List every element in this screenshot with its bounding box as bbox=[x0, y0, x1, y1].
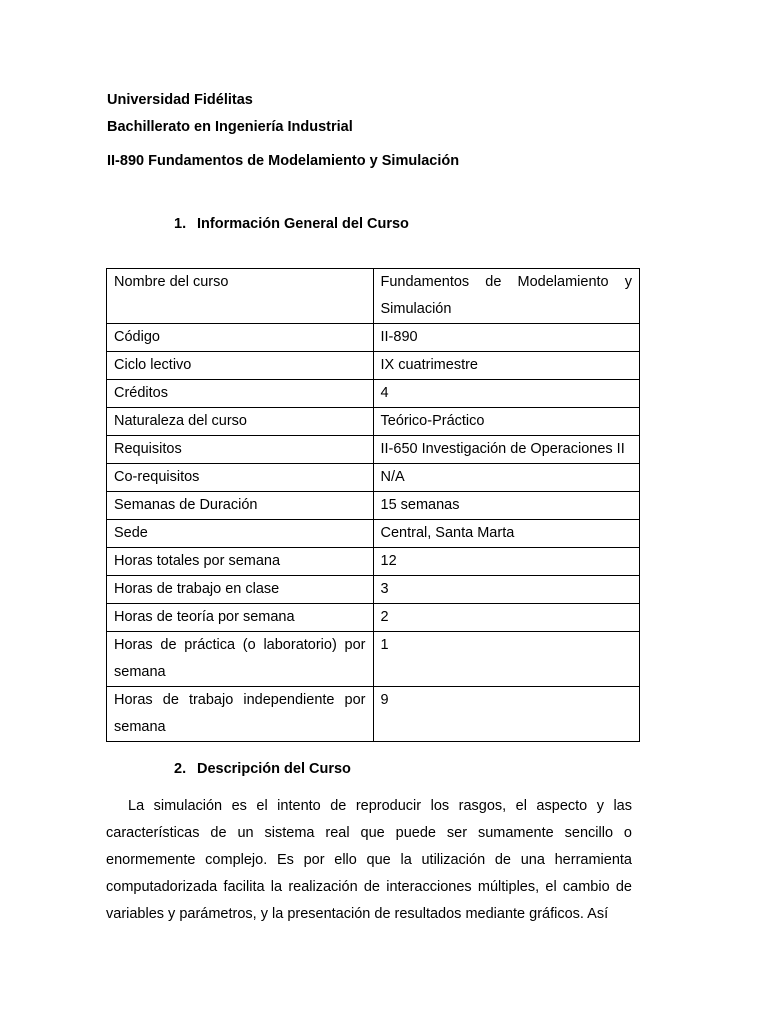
course-description-paragraph: La simulación es el intento de reproducir los rasgos, el aspecto y las características de un sistema real que puede ser sumamente sencillo o enormemente complejo. Es por ello que la utilización de una herramienta computadorizada facilita la realización de interacciones múltiples, el cambio de variables y parámetros, y la presentación de resultados mediante gráficos. Así bbox=[106, 798, 632, 922]
table-cell-value: 1 bbox=[373, 632, 640, 687]
table-row bbox=[107, 380, 640, 408]
table-row bbox=[107, 352, 640, 380]
table-row bbox=[107, 269, 640, 324]
table-row bbox=[107, 604, 640, 632]
section-heading-general-info bbox=[174, 216, 409, 232]
table-row bbox=[107, 576, 640, 604]
table-row bbox=[107, 436, 640, 464]
section-heading-description bbox=[174, 761, 351, 777]
section-title: Información General del Curso bbox=[197, 216, 409, 232]
table-cell-label: Ciclo lectivo bbox=[107, 352, 374, 380]
table-row bbox=[107, 324, 640, 352]
table-cell-value: 4 bbox=[373, 380, 640, 408]
table-cell-label bbox=[107, 687, 374, 742]
table-cell-value: II-650 Investigación de Operaciones II bbox=[373, 436, 640, 464]
table-cell-label: Créditos bbox=[107, 380, 374, 408]
table-cell-value: N/A bbox=[373, 464, 640, 492]
table-cell-value: II-890 bbox=[373, 324, 640, 352]
section-title: Descripción del Curso bbox=[197, 761, 351, 777]
table-cell-label: Sede bbox=[107, 520, 374, 548]
table-cell-label: Horas de trabajo en clase bbox=[107, 576, 374, 604]
table-cell-label: Horas de teoría por semana bbox=[107, 604, 374, 632]
table-cell-value: IX cuatrimestre bbox=[373, 352, 640, 380]
table-cell-value bbox=[373, 269, 640, 324]
table-cell-value: Teórico-Práctico bbox=[373, 408, 640, 436]
table-row bbox=[107, 408, 640, 436]
table-row bbox=[107, 687, 640, 742]
university-name: Universidad Fidélitas bbox=[107, 92, 253, 108]
table-cell-label: Naturaleza del curso bbox=[107, 408, 374, 436]
table-cell-value: 9 bbox=[373, 687, 640, 742]
table-cell-label: Código bbox=[107, 324, 374, 352]
course-name-value: Fundamentos de Modelamiento y Simulación bbox=[380, 274, 632, 317]
table-cell-value: 15 semanas bbox=[373, 492, 640, 520]
table-cell-value: Central, Santa Marta bbox=[373, 520, 640, 548]
table-cell-label: Nombre del curso bbox=[107, 269, 374, 324]
table-row bbox=[107, 492, 640, 520]
table-cell-label bbox=[107, 632, 374, 687]
table-row bbox=[107, 520, 640, 548]
table-cell-label: Co-requisitos bbox=[107, 464, 374, 492]
table-cell-value: 2 bbox=[373, 604, 640, 632]
course-title: II-890 Fundamentos de Modelamiento y Simulación bbox=[107, 153, 460, 169]
table-cell-label: Semanas de Duración bbox=[107, 492, 374, 520]
table-cell-label: Requisitos bbox=[107, 436, 374, 464]
section-number: 1. bbox=[174, 216, 187, 232]
independent-hours-label: Horas de trabajo independiente por semana bbox=[114, 692, 366, 735]
table-cell-label: Horas totales por semana bbox=[107, 548, 374, 576]
table-row bbox=[107, 464, 640, 492]
table-cell-value: 3 bbox=[373, 576, 640, 604]
practice-hours-label: Horas de práctica (o laboratorio) por semana bbox=[114, 637, 366, 680]
table-row bbox=[107, 548, 640, 576]
table-cell-value: 12 bbox=[373, 548, 640, 576]
program-name: Bachillerato en Ingeniería Industrial bbox=[107, 119, 353, 135]
course-info-table bbox=[106, 268, 640, 742]
section-number: 2. bbox=[174, 761, 187, 777]
table-row bbox=[107, 632, 640, 687]
